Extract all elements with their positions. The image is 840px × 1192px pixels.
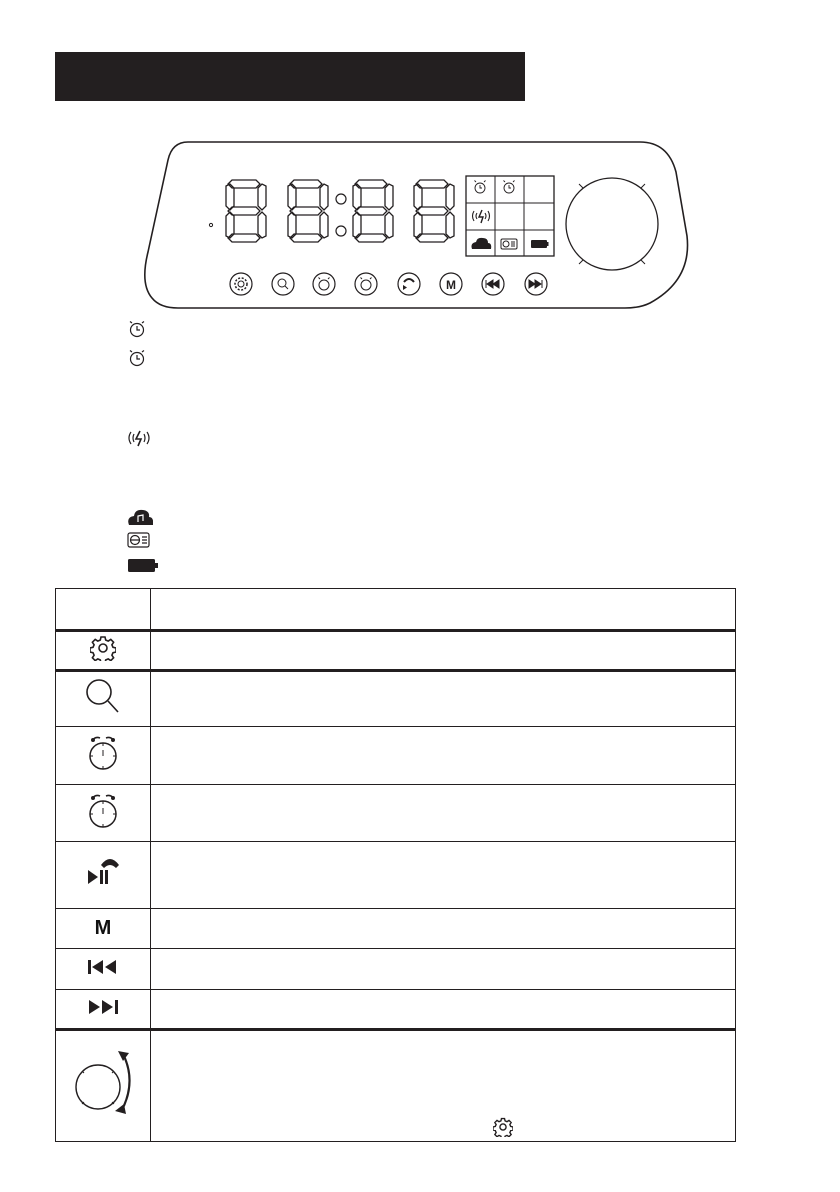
digit-1: [226, 180, 266, 242]
alarm1-icon: [56, 727, 151, 785]
table-header-desc-col: [150, 589, 735, 631]
legend-alarm1-icon: [127, 320, 147, 336]
grid-radio-icon: [501, 239, 517, 249]
row-settings-text: [150, 631, 735, 671]
row-next-text: [150, 990, 735, 1030]
indicator-grid: [466, 176, 554, 256]
table-header-icon-col: [56, 589, 151, 631]
digit-2: [288, 180, 328, 242]
play-pause-call-icon: [56, 842, 151, 909]
table-row: [56, 949, 736, 990]
table-row: [56, 990, 736, 1030]
table-row: [56, 1030, 736, 1142]
table-header-row: [56, 589, 736, 631]
colon-top: [336, 194, 346, 204]
device-play-button: [398, 273, 420, 295]
device-knob: [566, 178, 658, 270]
row-alarm1-text: [150, 727, 735, 785]
table-row: [56, 842, 736, 909]
device-button-row: [230, 273, 547, 295]
grid-bluetooth-music-icon: [472, 238, 492, 249]
table-row: [56, 631, 736, 671]
mode-letter: M: [94, 917, 112, 939]
rotary-knob-icon: [56, 1030, 151, 1142]
mode-icon: [56, 909, 151, 949]
svg-text:M: M: [446, 278, 456, 292]
row-alarm2-text: [150, 785, 735, 842]
legend-radio-icon: [127, 531, 151, 547]
table-row: [56, 671, 736, 727]
next-icon: [56, 990, 151, 1030]
grid-alarm1-icon: [475, 181, 486, 194]
digit-3: [353, 180, 393, 242]
device-search-button: [272, 273, 294, 295]
grid-wireless-charging-icon: [473, 210, 490, 223]
row-previous-text: [150, 949, 735, 990]
row-search-text: [150, 671, 735, 727]
legend-battery-icon: [127, 558, 159, 574]
grid-battery-icon: [531, 240, 549, 248]
row-knob-text: [150, 1030, 735, 1142]
colon-bottom: [336, 226, 346, 236]
legend-alarm2-icon: [127, 349, 147, 365]
grid-alarm2-icon: [504, 181, 515, 194]
search-icon: [56, 671, 151, 727]
row-mode-text: [150, 909, 735, 949]
indicator-dot: [209, 223, 212, 226]
settings-icon: [56, 631, 151, 671]
controls-table: [55, 588, 736, 1142]
row-play-text: [150, 842, 735, 909]
legend-wireless-charging-icon: [127, 429, 151, 445]
inline-settings-icon: [493, 1117, 513, 1142]
table-row: [56, 909, 736, 949]
digit-4: [414, 180, 454, 242]
device-alarm1-button: [313, 273, 335, 295]
previous-icon: [56, 949, 151, 990]
legend-bluetooth-music-icon: [127, 507, 153, 527]
device-illustration: [0, 0, 840, 330]
table-row: [56, 785, 736, 842]
device-settings-button: [230, 273, 252, 295]
table-row: [56, 727, 736, 785]
alarm2-icon: [56, 785, 151, 842]
device-alarm2-button: [355, 273, 377, 295]
